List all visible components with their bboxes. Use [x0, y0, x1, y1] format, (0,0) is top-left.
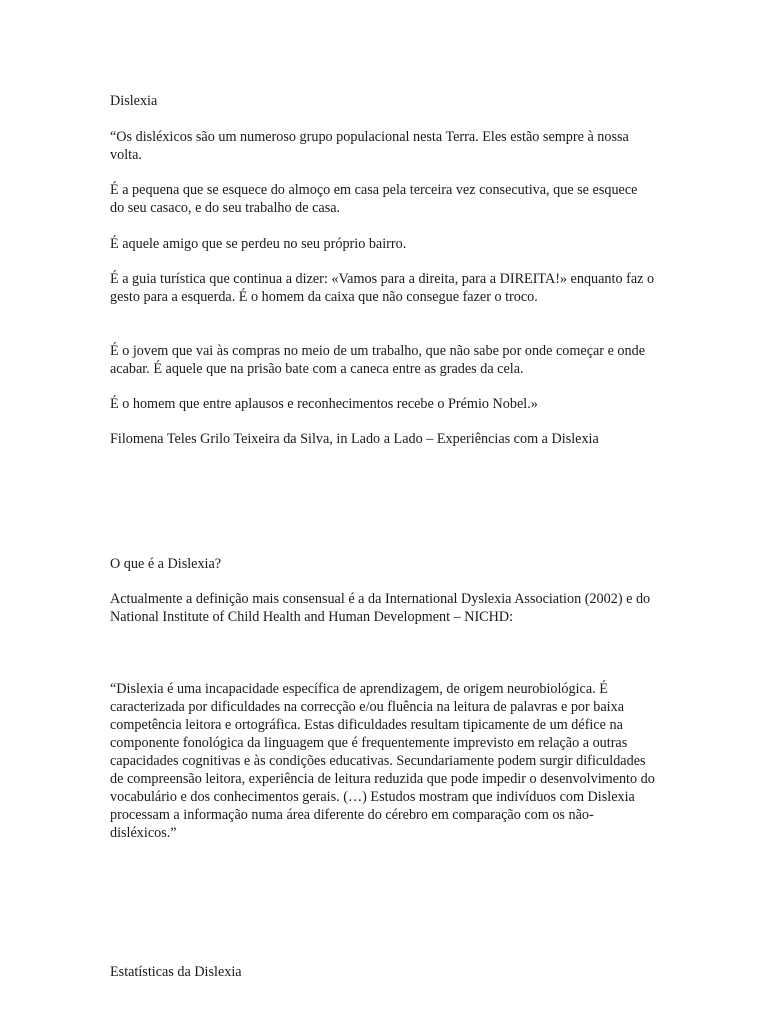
- section-intro: Actualmente a definição mais consensual é a da International Dyslexia Association (2002) e do National Institute of Child Health and Human Development – NICHD:: [110, 591, 651, 625]
- section-heading: Estatísticas da Dislexia: [110, 964, 242, 980]
- definition-quote: “Dislexia é uma incapacidade específica de aprendizagem, de origem neurobiológica. É caracterizada por dificuldades na correcção e/ou fluência na leitura de palavras e por baixa competência leitora e ortográfica. Estas dificuldades resultam tipicamente de um défice na componente fonológica da linguagem que é frequentemente imprevisto em relação a outras capacidades cognitivas e às condições educativas. Secundariamente podem surgir dificuldades de compreensão leitora, experiência de leitura reduzida que pode impedir o desenvolvimento do vocabulário e dos conhecimentos gerais. (…) Estudos mostram que indivíduos com Dislexia processam a informação numa área diferente do cérebro em comparação com os não-disléxicos.”: [110, 681, 655, 841]
- quote-paragraph: É o homem que entre aplausos e reconhecimentos recebe o Prémio Nobel.»: [110, 396, 538, 412]
- quote-paragraph: “Os disléxicos são um numeroso grupo populacional nesta Terra. Eles estão sempre à nossa volta.: [110, 129, 629, 163]
- section-heading: O que é a Dislexia?: [110, 556, 222, 572]
- quote-attribution: Filomena Teles Grilo Teixeira da Silva, in Lado a Lado – Experiências com a Dislexia: [110, 431, 599, 447]
- quote-paragraph: É o jovem que vai às compras no meio de um trabalho, que não sabe por onde começar e onde acabar. É aquele que na prisão bate com a caneca entre as grades da cela.: [110, 343, 646, 377]
- quote-paragraph: É a pequena que se esquece do almoço em casa pela terceira vez consecutiva, que se esquece do seu casaco, e do seu trabalho de casa.: [110, 182, 638, 216]
- document-title: Dislexia: [110, 93, 158, 109]
- quote-paragraph: É aquele amigo que se perdeu no seu próprio bairro.: [110, 236, 407, 252]
- quote-paragraph: É a guia turística que continua a dizer: «Vamos para a direita, para a DIREITA!» enquanto faz o gesto para a esquerda. É o homem da caixa que não consegue fazer o troco.: [110, 271, 655, 305]
